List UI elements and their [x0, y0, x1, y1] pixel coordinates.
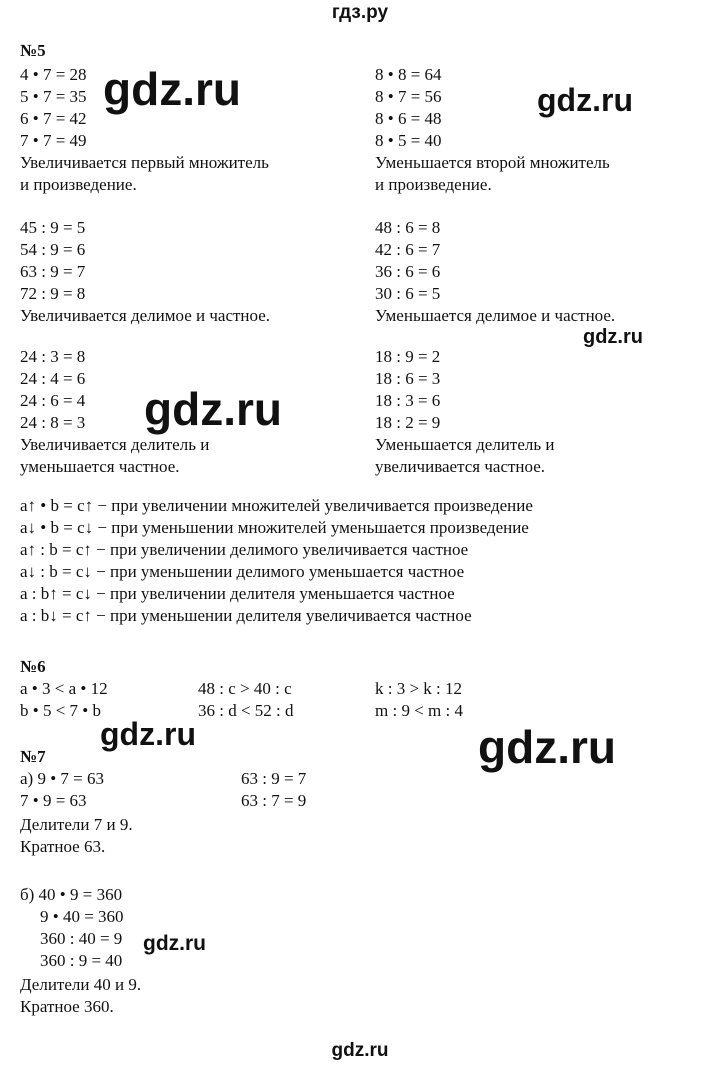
- equation-line: 63 : 9 = 7: [241, 769, 307, 788]
- equation-line: 72 : 9 = 8: [20, 284, 86, 303]
- rule-line: a : b↑ = c↓ − при увеличении делителя уменьшается частное: [20, 584, 455, 603]
- task6-title: №6: [20, 657, 46, 676]
- equation-line: 360 : 9 = 40: [40, 951, 123, 970]
- equation-line: а) 9 • 7 = 63: [20, 769, 104, 788]
- equation-line: 63 : 7 = 9: [241, 791, 307, 810]
- conclusion-line: Уменьшается делимое и частное.: [375, 306, 616, 325]
- equation-line: 8 • 5 = 40: [375, 131, 442, 150]
- watermark: gdz.ru: [478, 721, 616, 773]
- rule-line: a↑ : b = c↑ − при увеличении делимого увеличивается частное: [20, 540, 469, 559]
- equation-line: 6 • 7 = 42: [20, 109, 87, 128]
- watermark: gdz.ru: [537, 82, 633, 118]
- inequality-line: b • 5 < 7 • b: [20, 701, 101, 720]
- conclusion-line: и произведение.: [375, 175, 492, 194]
- inequality-line: m : 9 < m : 4: [375, 701, 463, 720]
- equation-line: 30 : 6 = 5: [375, 284, 441, 303]
- task7-a-left: [20, 768, 104, 812]
- rule-line: a↓ • b = c↓ − при уменьшении множителей уменьшается произведение: [20, 518, 529, 537]
- watermark: gdz.ru: [331, 1040, 389, 1061]
- conclusion-line: Уменьшается второй множитель: [375, 153, 610, 172]
- equation-line: 8 • 8 = 64: [375, 65, 442, 84]
- equation-line: 36 : 6 = 6: [375, 262, 441, 281]
- conclusion-line: уменьшается частное.: [20, 457, 180, 476]
- equation-line: 24 : 6 = 4: [20, 391, 86, 410]
- task5-left-group-2: [20, 217, 270, 327]
- task5-right-group-2: [375, 217, 615, 327]
- watermark: gdz.ru: [103, 63, 241, 115]
- equation-line: 8 • 6 = 48: [375, 109, 442, 128]
- watermark: gdz.ru: [144, 383, 282, 435]
- equation-line: 9 • 40 = 360: [40, 907, 124, 926]
- task7-a-right: [241, 768, 306, 812]
- equation-line: б) 40 • 9 = 360: [20, 885, 123, 904]
- rule-line: a↓ : b = c↓ − при уменьшении делимого уменьшается частное: [20, 562, 465, 581]
- result-line: Делители 7 и 9.: [20, 815, 133, 834]
- equation-line: 7 • 9 = 63: [20, 791, 87, 810]
- inequality-line: k : 3 > k : 12: [375, 679, 463, 698]
- equation-line: 18 : 2 = 9: [375, 413, 441, 432]
- task5-right-group-3: [375, 346, 554, 478]
- conclusion-line: Увеличивается делитель и: [20, 435, 210, 454]
- result-line: Кратное 63.: [20, 837, 106, 856]
- conclusion-line: увеличивается частное.: [375, 457, 546, 476]
- result-line: Кратное 360.: [20, 997, 114, 1016]
- task7-a-result: [20, 814, 133, 858]
- equation-line: 4 • 7 = 28: [20, 65, 87, 84]
- task6-col-3: [375, 678, 463, 722]
- conclusion-line: и произведение.: [20, 175, 137, 194]
- conclusion-line: Увеличивается первый множитель: [20, 153, 269, 172]
- task7-b: [20, 884, 124, 972]
- equation-line: 24 : 4 = 6: [20, 369, 86, 388]
- equation-line: 8 • 7 = 56: [375, 87, 442, 106]
- site-header: гдз.ру: [331, 2, 389, 23]
- equation-line: 18 : 3 = 6: [375, 391, 441, 410]
- equation-line: 42 : 6 = 7: [375, 240, 441, 259]
- equation-line: 48 : 6 = 8: [375, 218, 441, 237]
- rule-line: a↑ • b = c↑ − при увеличении множителей увеличивается произведение: [20, 496, 533, 515]
- equation-line: 45 : 9 = 5: [20, 218, 86, 237]
- task5-rules: [20, 495, 533, 627]
- equation-line: 18 : 9 = 2: [375, 347, 441, 366]
- equation-line: 24 : 8 = 3: [20, 413, 86, 432]
- task7-b-result: [20, 974, 141, 1018]
- equation-line: 18 : 6 = 3: [375, 369, 441, 388]
- equation-line: 54 : 9 = 6: [20, 240, 86, 259]
- inequality-line: a • 3 < a • 12: [20, 679, 108, 698]
- equation-line: 5 • 7 = 35: [20, 87, 87, 106]
- watermark: gdz.ru: [100, 716, 196, 752]
- task5-section: [20, 40, 46, 62]
- watermark: gdz.ru: [583, 326, 643, 348]
- task5-title: №5: [20, 41, 46, 60]
- inequality-line: 48 : c > 40 : c: [198, 679, 292, 698]
- conclusion-line: Уменьшается делитель и: [375, 435, 555, 454]
- equation-line: 63 : 9 = 7: [20, 262, 86, 281]
- equation-line: 24 : 3 = 8: [20, 347, 86, 366]
- equation-line: 360 : 40 = 9: [40, 929, 123, 948]
- result-line: Делители 40 и 9.: [20, 975, 142, 994]
- task7-title: №7: [20, 747, 46, 766]
- equation-line: 7 • 7 = 49: [20, 131, 87, 150]
- rule-line: a : b↓ = c↑ − при уменьшении делителя увеличивается частное: [20, 606, 472, 625]
- watermark: gdz.ru: [143, 932, 206, 955]
- task6-section: [20, 656, 46, 678]
- task6-col-1: [20, 678, 108, 722]
- task6-col-2: [198, 678, 294, 722]
- conclusion-line: Увеличивается делимое и частное.: [20, 306, 271, 325]
- inequality-line: 36 : d < 52 : d: [198, 701, 294, 720]
- task7-section: [20, 746, 46, 768]
